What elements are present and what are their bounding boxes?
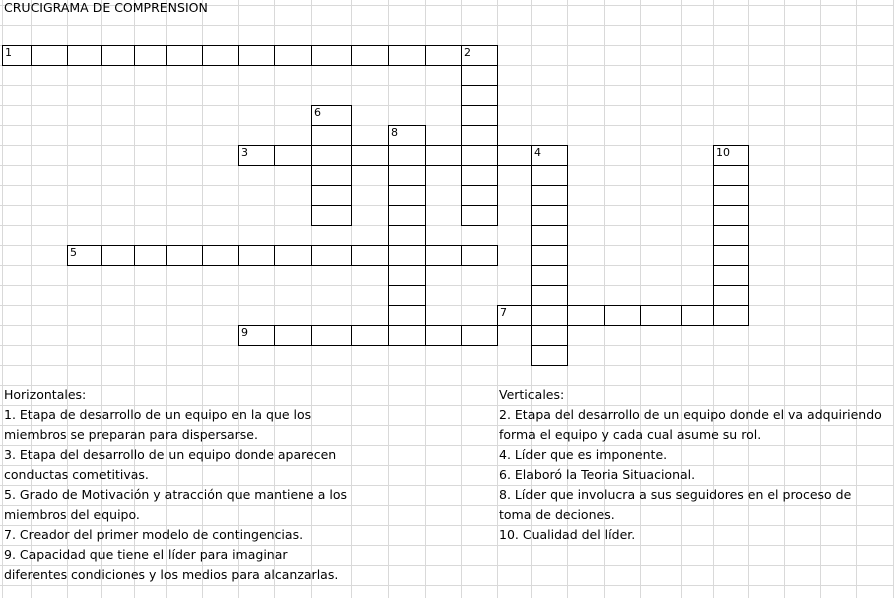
gridline (0, 25, 894, 26)
crossword-cell[interactable] (531, 265, 568, 286)
horizontal-heading[interactable]: Horizontales: (4, 387, 87, 402)
gridline (0, 185, 894, 186)
crossword-cell[interactable] (461, 85, 498, 106)
gridline (784, 0, 785, 598)
crossword-cell[interactable] (425, 325, 462, 346)
horizontal-clue-line[interactable]: 9. Capacidad que tiene el líder para imaginar (4, 547, 288, 562)
crossword-cell[interactable] (531, 345, 568, 366)
crossword-cell[interactable] (351, 325, 389, 346)
gridline (351, 0, 352, 598)
gridline (238, 0, 239, 598)
crossword-cell[interactable] (388, 125, 426, 146)
crossword-cell[interactable] (425, 145, 462, 166)
crossword-cell[interactable] (388, 225, 426, 246)
crossword-cell[interactable] (461, 65, 498, 86)
vertical-clue-line[interactable]: 10. Cualidad del líder. (499, 527, 636, 542)
crossword-cell[interactable] (713, 165, 749, 186)
crossword-cell[interactable] (497, 145, 532, 166)
crossword-cell[interactable] (274, 145, 312, 166)
crossword-cell[interactable] (531, 245, 568, 266)
vertical-clue-line[interactable]: 2. Etapa del desarrollo de un equipo donde el va adquiriendo (499, 407, 882, 422)
vertical-clue-line[interactable]: forma el equipo y cada cual asume su rol. (499, 427, 762, 442)
gridline (820, 0, 821, 598)
crossword-cell[interactable] (351, 45, 389, 66)
crossword-cell[interactable] (238, 45, 275, 66)
crossword-cell[interactable] (202, 245, 239, 266)
crossword-cell[interactable] (311, 185, 352, 206)
crossword-cell[interactable] (531, 205, 568, 226)
crossword-cell[interactable] (388, 305, 426, 326)
vertical-heading[interactable]: Verticales: (499, 387, 565, 402)
crossword-cell[interactable] (134, 45, 167, 66)
crossword-cell[interactable] (166, 45, 203, 66)
gridline (856, 0, 857, 598)
clue-number: 8 (391, 126, 398, 139)
vertical-clue-line[interactable]: 4. Líder que es imponente. (499, 447, 668, 462)
crossword-cell[interactable] (67, 45, 102, 66)
crossword-cell[interactable] (311, 145, 352, 166)
gridline (0, 285, 894, 286)
gridline (0, 125, 894, 126)
gridline (0, 385, 894, 386)
crossword-cell[interactable] (531, 225, 568, 246)
crossword-cell[interactable] (531, 145, 568, 166)
crossword-cell[interactable] (388, 145, 426, 166)
crossword-cell[interactable] (713, 265, 749, 286)
sheet-title[interactable]: CRUCIGRAMA DE COMPRENSION (4, 0, 208, 15)
crossword-cell[interactable] (311, 165, 352, 186)
crossword-cell[interactable] (311, 45, 352, 66)
clue-number: 2 (464, 46, 471, 59)
crossword-cell[interactable] (101, 245, 135, 266)
crossword-cell[interactable] (531, 305, 568, 326)
clue-number: 1 (5, 46, 12, 59)
crossword-cell[interactable] (388, 185, 426, 206)
gridline (0, 85, 894, 86)
crossword-cell[interactable] (713, 305, 749, 326)
crossword-cell[interactable] (351, 245, 389, 266)
clue-number: 7 (500, 306, 507, 319)
clue-number: 10 (716, 146, 730, 159)
crossword-cell[interactable] (388, 205, 426, 226)
crossword-cell[interactable] (461, 205, 498, 226)
crossword-cell[interactable] (274, 325, 312, 346)
horizontal-clue-line[interactable]: 5. Grado de Motivación y atracción que mantiene a los (4, 487, 347, 502)
crossword-cell[interactable] (388, 265, 426, 286)
crossword-cell[interactable] (311, 245, 352, 266)
gridline (274, 0, 275, 598)
crossword-cell[interactable] (351, 145, 389, 166)
clue-number: 3 (241, 146, 248, 159)
crossword-cell[interactable] (67, 245, 102, 266)
crossword-cell[interactable] (461, 165, 498, 186)
gridline (202, 0, 203, 598)
crossword-cell[interactable] (567, 305, 605, 326)
horizontal-clue-line[interactable]: diferentes condiciones y los medios para alcanzarlas. (4, 567, 339, 582)
crossword-cell[interactable] (461, 325, 498, 346)
gridline (0, 205, 894, 206)
crossword-cell[interactable] (274, 245, 312, 266)
horizontal-clue-line[interactable]: miembros se preparan para dispersarse. (4, 427, 258, 442)
gridline (0, 305, 894, 306)
crossword-cell[interactable] (713, 145, 749, 166)
clue-number: 5 (70, 246, 77, 259)
crossword-cell[interactable] (531, 285, 568, 306)
crossword-cell[interactable] (388, 325, 426, 346)
crossword-cell[interactable] (425, 245, 462, 266)
clue-number: 6 (314, 106, 321, 119)
vertical-clue-line[interactable]: 6. Elaboró la Teoria Situacional. (499, 467, 696, 482)
crossword-cell[interactable] (461, 105, 498, 126)
crossword-cell[interactable] (31, 45, 68, 66)
crossword-cell[interactable] (134, 245, 167, 266)
gridline (640, 0, 641, 598)
clue-number: 9 (241, 326, 248, 339)
crossword-cell[interactable] (166, 245, 203, 266)
crossword-cell[interactable] (461, 45, 498, 66)
crossword-cell[interactable] (2, 45, 32, 66)
crossword-cell[interactable] (681, 305, 714, 326)
horizontal-clue-line[interactable]: 3. Etapa del desarrollo de un equipo donde aparecen (4, 447, 337, 462)
crossword-cell[interactable] (388, 45, 426, 66)
vertical-clue-line[interactable]: 8. Líder que involucra a sus seguidores en el proceso de (499, 487, 852, 502)
crossword-cell[interactable] (531, 325, 568, 346)
horizontal-clue-line[interactable]: 1. Etapa de desarrollo de un equipo en la que los (4, 407, 312, 422)
crossword-cell[interactable] (461, 185, 498, 206)
crossword-cell[interactable] (311, 325, 352, 346)
clue-number: 4 (534, 146, 541, 159)
crossword-cell[interactable] (311, 105, 352, 126)
crossword-cell[interactable] (388, 245, 426, 266)
crossword-cell[interactable] (713, 205, 749, 226)
crossword-cell[interactable] (274, 45, 312, 66)
gridline (681, 0, 682, 598)
crossword-cell[interactable] (531, 165, 568, 186)
crossword-cell[interactable] (388, 285, 426, 306)
vertical-clue-line[interactable]: toma de deciones. (499, 507, 615, 522)
crossword-cell[interactable] (497, 305, 532, 326)
crossword-cell[interactable] (713, 225, 749, 246)
gridline (0, 105, 894, 106)
gridline (2, 0, 3, 598)
horizontal-clue-line[interactable]: miembros del equipo. (4, 507, 140, 522)
gridline (311, 0, 312, 598)
crossword-cell[interactable] (311, 205, 352, 226)
gridline (166, 0, 167, 598)
crossword-cell[interactable] (202, 45, 239, 66)
crossword-cell[interactable] (311, 125, 352, 146)
crossword-cell[interactable] (461, 245, 498, 266)
crossword-cell[interactable] (713, 245, 749, 266)
horizontal-clue-line[interactable]: conductas cometitivas. (4, 467, 149, 482)
crossword-cell[interactable] (101, 45, 135, 66)
crossword-cell[interactable] (238, 145, 275, 166)
crossword-cell[interactable] (238, 245, 275, 266)
crossword-cell[interactable] (713, 285, 749, 306)
crossword-cell[interactable] (388, 165, 426, 186)
horizontal-clue-line[interactable]: 7. Creador del primer modelo de contingencias. (4, 527, 304, 542)
crossword-cell[interactable] (461, 145, 498, 166)
crossword-cell[interactable] (640, 305, 682, 326)
crossword-cell[interactable] (461, 125, 498, 146)
gridline (0, 225, 894, 226)
crossword-cell[interactable] (238, 325, 275, 346)
crossword-cell[interactable] (713, 185, 749, 206)
gridline (0, 585, 894, 586)
crossword-cell[interactable] (531, 185, 568, 206)
crossword-cell[interactable] (604, 305, 641, 326)
gridline (0, 365, 894, 366)
crossword-cell[interactable] (425, 45, 462, 66)
